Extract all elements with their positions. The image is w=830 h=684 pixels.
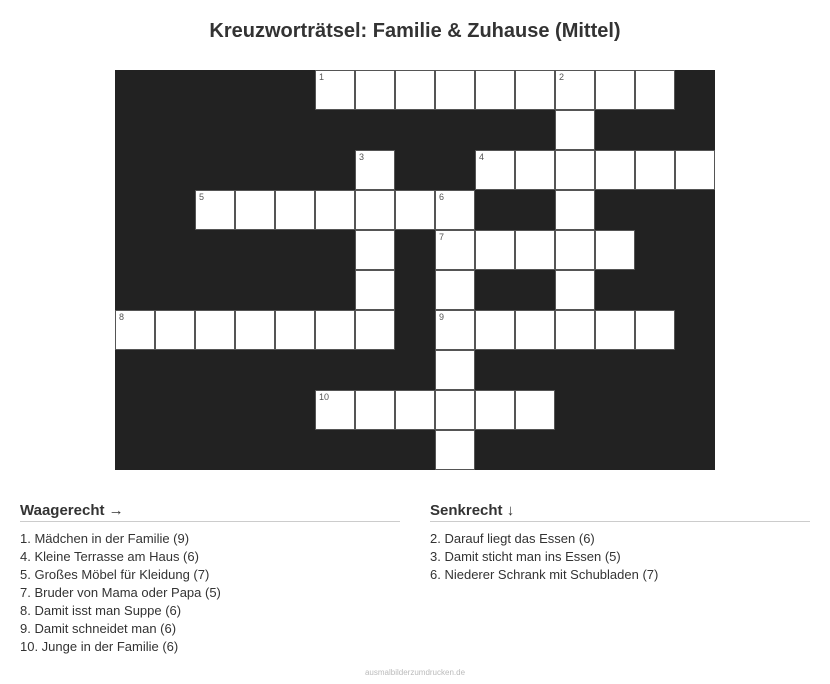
grid-cell-r0-c9[interactable] [475,70,515,110]
grid-cell-r3-c8[interactable] [435,190,475,230]
footer-credit: ausmalbilderzumdrucken.de [364,668,466,677]
crossword-grid [115,70,715,470]
grid-cell-r4-c8[interactable] [435,230,475,270]
across-clue-10: 10. Junge in der Familie (6) [20,639,179,654]
clue-number: 5 [199,192,205,202]
grid-cell-r5-c6[interactable] [355,270,395,310]
grid-cell-r2-c9[interactable] [475,150,515,190]
grid-cell-r8-c7[interactable] [395,390,435,430]
across-clue-1: 1. Mädchen in der Familie (9) [20,531,190,546]
across-clue-9: 9. Damit schneidet man (6) [20,621,177,636]
down-clues [430,502,810,584]
clue-number: 10 [319,392,330,402]
grid-cell-r4-c11[interactable] [555,230,595,270]
grid-cell-r2-c12[interactable] [595,150,635,190]
grid-cell-r9-c8[interactable] [435,430,475,470]
grid-cell-r8-c9[interactable] [475,390,515,430]
grid-cell-r6-c11[interactable] [555,310,595,350]
clue-number: 6 [439,192,445,202]
clue-number: 8 [119,312,125,322]
clue-number: 1 [319,72,325,82]
across-clues [20,502,400,656]
grid-cell-r6-c2[interactable] [195,310,235,350]
across-clue-5: 5. Großes Möbel für Kleidung (7) [20,567,210,582]
grid-cell-r8-c5[interactable] [315,390,355,430]
grid-cell-r2-c10[interactable] [515,150,555,190]
grid-cell-r6-c10[interactable] [515,310,555,350]
grid-cell-r4-c12[interactable] [595,230,635,270]
grid-cell-r0-c6[interactable] [355,70,395,110]
grid-cell-r2-c13[interactable] [635,150,675,190]
grid-cell-r5-c11[interactable] [555,270,595,310]
grid-cell-r6-c8[interactable] [435,310,475,350]
grid-cell-r6-c9[interactable] [475,310,515,350]
across-clue-4: 4. Kleine Terrasse am Haus (6) [20,549,199,564]
grid-cell-r8-c6[interactable] [355,390,395,430]
grid-cell-r0-c5[interactable] [315,70,355,110]
grid-cell-r3-c6[interactable] [355,190,395,230]
grid-cell-r6-c4[interactable] [275,310,315,350]
grid-cell-r2-c11[interactable] [555,150,595,190]
grid-cell-r5-c8[interactable] [435,270,475,310]
grid-cell-r0-c8[interactable] [435,70,475,110]
down-clue-3: 3. Damit sticht man ins Essen (5) [430,549,621,564]
grid-cell-r8-c10[interactable] [515,390,555,430]
grid-cell-r0-c7[interactable] [395,70,435,110]
grid-cell-r0-c11[interactable] [555,70,595,110]
grid-cell-r3-c7[interactable] [395,190,435,230]
grid-cell-r7-c8[interactable] [435,350,475,390]
grid-cell-r6-c5[interactable] [315,310,355,350]
down-heading: Senkrecht ↓ [430,502,810,522]
grid-cell-r4-c6[interactable] [355,230,395,270]
grid-cell-r6-c12[interactable] [595,310,635,350]
grid-cell-r3-c4[interactable] [275,190,315,230]
across-heading: Waagerecht → [20,502,400,522]
grid-cell-r3-c3[interactable] [235,190,275,230]
grid-cell-r0-c12[interactable] [595,70,635,110]
grid-cell-r4-c10[interactable] [515,230,555,270]
clue-number: 7 [439,232,445,242]
clue-number: 3 [359,152,365,162]
grid-cell-r8-c8[interactable] [435,390,475,430]
across-clue-8: 8. Damit isst man Suppe (6) [20,603,182,618]
grid-cell-r6-c0[interactable] [115,310,155,350]
grid-cell-r2-c6[interactable] [355,150,395,190]
grid-cell-r1-c11[interactable] [555,110,595,150]
clue-number: 4 [479,152,485,162]
down-clue-6: 6. Niederer Schrank mit Schubladen (7) [430,567,659,582]
grid-cell-r0-c13[interactable] [635,70,675,110]
grid-cell-r6-c6[interactable] [355,310,395,350]
grid-cell-r3-c11[interactable] [555,190,595,230]
across-clue-7: 7. Bruder von Mama oder Papa (5) [20,585,221,600]
grid-cell-r0-c10[interactable] [515,70,555,110]
page-title: Kreuzworträtsel: Familie & Zuhause (Mittel) [209,20,621,42]
grid-cell-r3-c2[interactable] [195,190,235,230]
grid-cell-r6-c1[interactable] [155,310,195,350]
grid-cell-r6-c13[interactable] [635,310,675,350]
clue-number: 9 [439,312,445,322]
clue-number: 2 [559,72,565,82]
down-clue-2: 2. Darauf liegt das Essen (6) [430,531,595,546]
grid-cell-r6-c3[interactable] [235,310,275,350]
grid-cell-r2-c14[interactable] [675,150,715,190]
grid-cell-r4-c9[interactable] [475,230,515,270]
grid-cell-r3-c5[interactable] [315,190,355,230]
